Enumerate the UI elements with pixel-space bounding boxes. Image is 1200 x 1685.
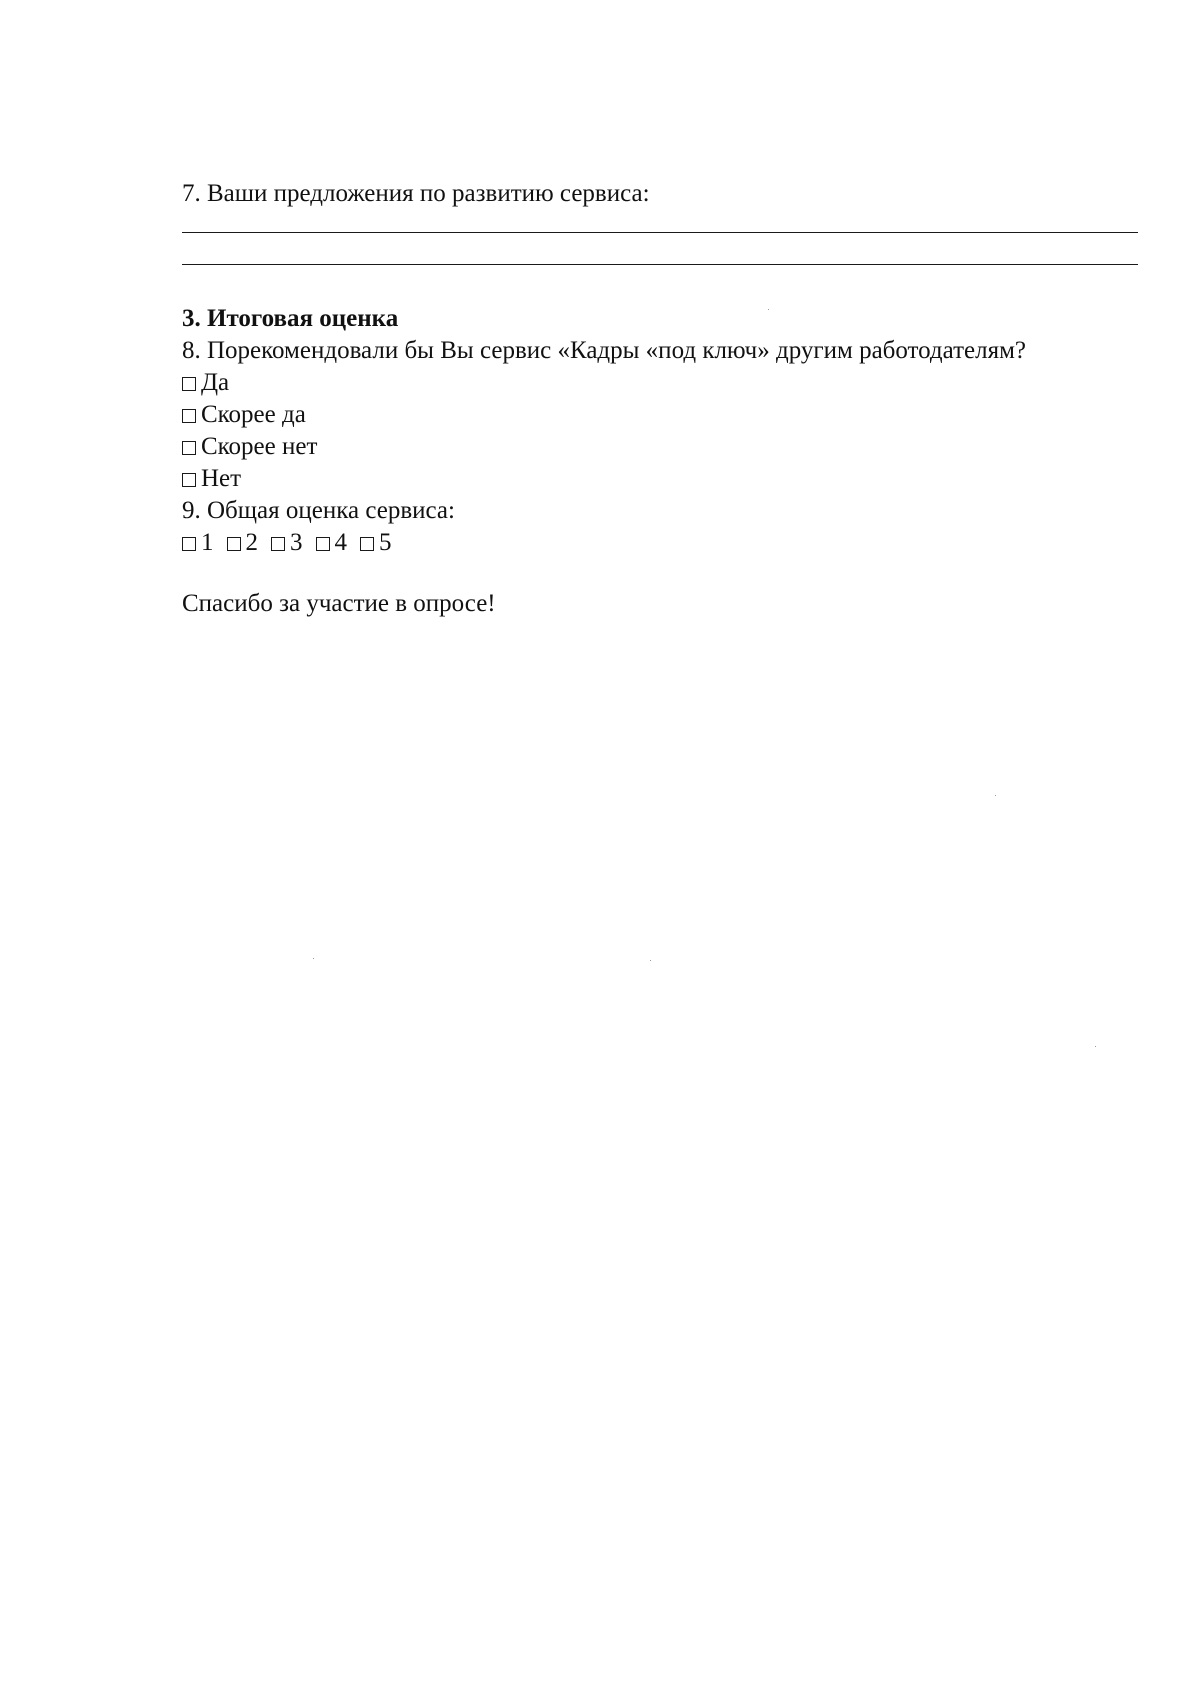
rating-label: 2 (245, 529, 258, 556)
option-label: Скорее нет (201, 433, 318, 460)
scan-speck (1095, 1046, 1096, 1047)
checkbox-icon[interactable] (182, 377, 196, 391)
scan-speck (995, 795, 996, 796)
survey-content (182, 178, 1142, 620)
question-8-text: 8. Порекомендовали бы Вы сервис «Кадры «под ключ» другим работодателям? (182, 337, 1027, 364)
checkbox-icon[interactable] (360, 537, 374, 551)
option-rather-no[interactable] (182, 431, 1142, 463)
option-label: Нет (201, 465, 242, 492)
option-yes[interactable] (182, 367, 1142, 399)
rating-label: 5 (379, 529, 392, 556)
rating-option-3[interactable] (271, 527, 303, 559)
rating-option-1[interactable] (182, 527, 214, 559)
rating-option-2[interactable] (227, 527, 259, 559)
rating-option-5[interactable] (360, 527, 392, 559)
checkbox-icon[interactable] (316, 537, 330, 551)
checkbox-icon[interactable] (182, 441, 196, 455)
checkbox-icon[interactable] (227, 537, 241, 551)
option-label: Скорее да (201, 401, 306, 428)
checkbox-icon[interactable] (182, 537, 196, 551)
section-3-title: 3. Итоговая оценка (182, 305, 399, 332)
question-7-text: 7. Ваши предложения по развитию сервиса: (182, 180, 650, 207)
answer-line-1[interactable] (182, 232, 1138, 233)
question-9-text: 9. Общая оценка сервиса: (182, 497, 455, 524)
scan-speck (313, 958, 314, 959)
option-label: Да (201, 369, 230, 396)
answer-line-2[interactable] (182, 264, 1138, 265)
checkbox-icon[interactable] (182, 409, 196, 423)
rating-label: 4 (334, 529, 347, 556)
rating-label: 3 (290, 529, 303, 556)
rating-option-4[interactable] (316, 527, 348, 559)
checkbox-icon[interactable] (271, 537, 285, 551)
thank-you-text: Спасибо за участие в опросе! (182, 590, 496, 617)
rating-row (182, 527, 1142, 559)
checkbox-icon[interactable] (182, 473, 196, 487)
rating-label: 1 (201, 529, 214, 556)
option-no[interactable] (182, 463, 1142, 495)
scan-speck (768, 309, 769, 310)
scan-speck (650, 960, 651, 961)
option-rather-yes[interactable] (182, 399, 1142, 431)
